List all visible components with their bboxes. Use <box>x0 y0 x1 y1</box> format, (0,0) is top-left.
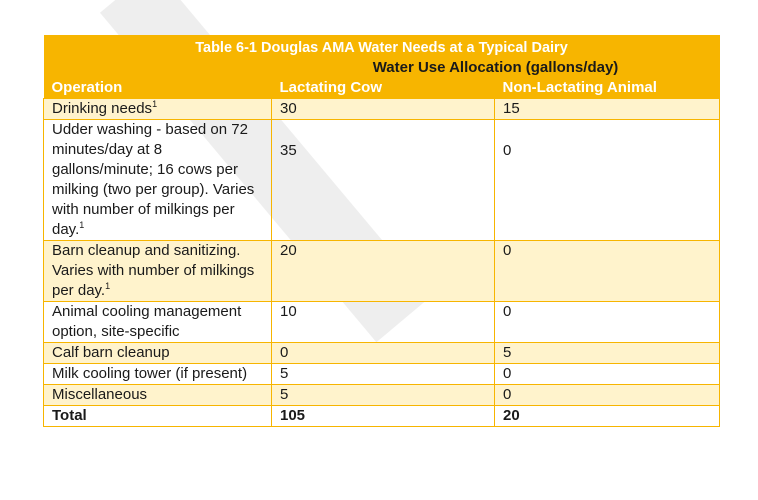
non-lactating-cell: 15 <box>495 99 720 120</box>
table-row <box>44 99 720 120</box>
header-spacer <box>44 58 272 78</box>
table-title: Table 6-1 Douglas AMA Water Needs at a Typical Dairy <box>44 35 720 58</box>
table-row <box>44 241 720 302</box>
table-row <box>44 343 720 364</box>
non-lactating-cell: 0 <box>495 385 720 406</box>
table-row <box>44 120 720 241</box>
lactating-cell: 5 <box>272 385 495 406</box>
column-header-row <box>44 78 720 99</box>
footnote-marker: 1 <box>152 99 158 109</box>
table-title-row <box>44 35 720 58</box>
lactating-cell: 35 <box>272 120 495 241</box>
table-row <box>44 385 720 406</box>
header-operation: Operation <box>44 78 272 99</box>
non-lactating-cell: 0 <box>495 241 720 302</box>
lactating-cell: 30 <box>272 99 495 120</box>
non-lactating-cell: 0 <box>495 120 720 241</box>
table-row <box>44 302 720 343</box>
operation-cell: Barn cleanup and sanitizing. Varies with number of milkings per day.$^1$ <box>44 241 272 302</box>
header-non-lactating: Non-Lactating Animal <box>495 78 720 99</box>
operation-cell: Milk cooling tower (if present) <box>44 364 272 385</box>
lactating-cell: 0 <box>272 343 495 364</box>
operation-cell: Animal cooling management option, site-specific <box>44 302 272 343</box>
non-lactating-cell: 0 <box>495 302 720 343</box>
lactating-cell: 5 <box>272 364 495 385</box>
header-lactating: Lactating Cow <box>272 78 495 99</box>
non-lactating-cell: 5 <box>495 343 720 364</box>
allocation-label: Water Use Allocation (gallons/day) <box>272 58 720 78</box>
operation-cell: Calf barn cleanup <box>44 343 272 364</box>
operation-cell: Udder washing - based on 72 minutes/day at 8 gallons/minute; 16 cows per milking (two per group). Varies with number of milkings per day.$^1$ <box>44 120 272 241</box>
operation-cell: Drinking needs$^1$ <box>44 99 272 120</box>
allocation-header-row <box>44 58 720 78</box>
lactating-cell: 10 <box>272 302 495 343</box>
total-lactating: 105 <box>272 406 495 427</box>
table-row <box>44 364 720 385</box>
footnote-marker: 1 <box>105 281 111 291</box>
total-label: Total <box>44 406 272 427</box>
lactating-cell: 20 <box>272 241 495 302</box>
total-row <box>44 406 720 427</box>
non-lactating-cell: 0 <box>495 364 720 385</box>
operation-cell: Miscellaneous <box>44 385 272 406</box>
total-non-lactating: 20 <box>495 406 720 427</box>
water-needs-table <box>43 35 720 427</box>
footnote-marker: 1 <box>79 220 85 230</box>
